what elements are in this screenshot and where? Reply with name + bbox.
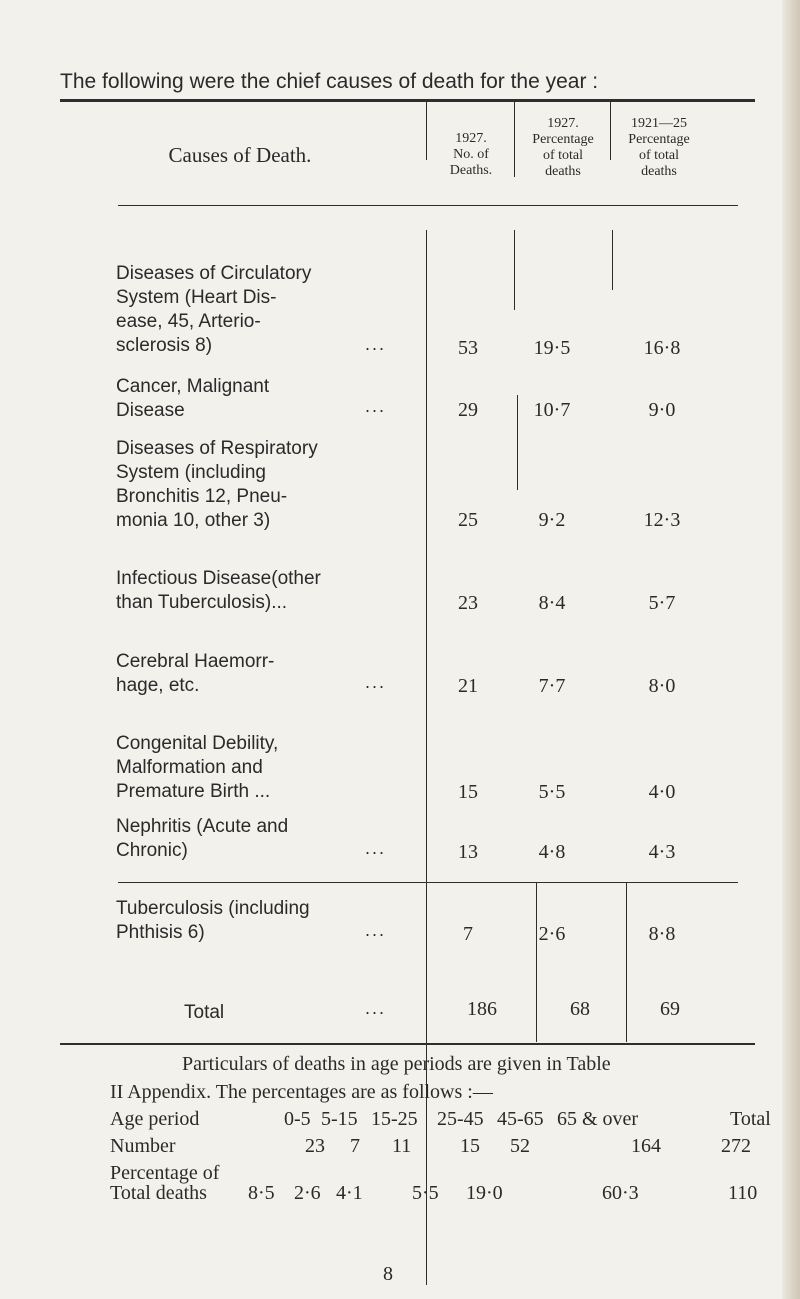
table-row-cause: Diseases of Respiratory System (including Bronchitis 12, Pneu- monia 10, other 3) — [116, 438, 318, 531]
table-top-rule — [60, 99, 755, 102]
leader-dots: ... — [365, 920, 387, 940]
table-row-cause: Infectious Disease(other than Tuberculosis)... — [116, 568, 321, 613]
pct-1927-cell: 5·5 — [538, 781, 566, 803]
pct-1927-cell: 19·5 — [533, 337, 571, 359]
table-row-cause: Tuberculosis (including Phthisis 6) — [116, 898, 310, 943]
pct-1921-cell: 12·3 — [643, 509, 681, 531]
age-paragraph-line-1: Particulars of deaths in age periods are given in Table — [182, 1053, 611, 1075]
deaths-cell: 29 — [458, 399, 478, 421]
age-paragraph-line-2: II Appendix. The percentages are as follows :— — [110, 1081, 493, 1103]
total-pct-1927: 68 — [570, 998, 590, 1020]
table-row-cause: Nephritis (Acute and Chronic) — [116, 816, 289, 861]
table-row-cause: Cancer, Malignant Disease — [116, 376, 270, 421]
total-divider-3 — [626, 882, 627, 1042]
deaths-cell: 53 — [458, 337, 478, 359]
total-label: Total — [184, 1002, 225, 1023]
pct-1921-cell: 4·0 — [648, 781, 676, 803]
header-bottom-rule — [118, 205, 738, 206]
deaths-cell: 7 — [463, 923, 473, 945]
pct-1927-cell: 4·8 — [538, 841, 566, 863]
total-pct-1921: 69 — [660, 998, 680, 1020]
pct-1921-cell: 16·8 — [643, 337, 681, 359]
deaths-cell: 15 — [458, 781, 478, 803]
pct-1927-cell: 10·7 — [533, 399, 571, 421]
column-divider-1 — [426, 102, 427, 160]
header-deaths: 1927. No. of Deaths. — [449, 131, 493, 178]
header-pct-1921-25: 1921—25 Percentage of total deaths — [628, 116, 690, 179]
pct-1921-cell: 5·7 — [648, 592, 676, 614]
header-pct-1927: 1927. Percentage of total deaths — [532, 116, 594, 179]
table-row-cause: Congenital Debility, Malformation and Premature Birth ... — [116, 733, 279, 802]
header-causes: Causes of Death. — [168, 143, 312, 167]
leader-dots: ... — [365, 998, 387, 1018]
column-divider-3-body — [612, 230, 613, 290]
pct-1927-cell: 7·7 — [538, 675, 566, 697]
percentage-row: Total deaths 8·5 2·6 4·1 5·5 19·0 60·3 110 — [110, 1182, 758, 1204]
pct-1927-cell: 8·4 — [538, 592, 566, 614]
total-top-rule — [118, 882, 738, 883]
pct-1921-cell: 9·0 — [648, 399, 676, 421]
section-heading: The following were the chief causes of death for the year : — [60, 70, 599, 93]
page-edge-shadow — [782, 0, 800, 1299]
leader-dots: ... — [365, 672, 387, 692]
table-bottom-rule — [60, 1043, 755, 1045]
table-row-cause: Cerebral Haemorr- hage, etc. — [116, 651, 275, 696]
column-divider-2-body — [514, 230, 515, 310]
leader-dots: ... — [365, 334, 387, 354]
pct-1921-cell: 8·8 — [648, 923, 676, 945]
pct-1921-cell: 8·0 — [648, 675, 676, 697]
total-divider-2 — [536, 882, 537, 1042]
deaths-cell: 25 — [458, 509, 478, 531]
pct-1927-cell: 2·6 — [538, 923, 566, 945]
deaths-cell: 21 — [458, 675, 478, 697]
leader-dots: ... — [365, 396, 387, 416]
page-number: 8 — [383, 1263, 393, 1285]
pct-1927-cell: 9·2 — [538, 509, 566, 531]
pct-1921-cell: 4·3 — [648, 841, 676, 863]
deaths-cell: 23 — [458, 592, 478, 614]
total-deaths: 186 — [467, 998, 497, 1020]
number-row: Number 23 7 11 15 52 164 272 — [110, 1135, 751, 1157]
table-row-cause: Diseases of Circulatory System (Heart Dis- ease, 45, Arterio- sclerosis 8) — [116, 263, 312, 356]
deaths-cell: 13 — [458, 841, 478, 863]
age-period-row: Age period 0-5 5-15 15-25 25-45 45-65 65 & over Total — [110, 1108, 771, 1130]
leader-dots: ... — [365, 838, 387, 858]
